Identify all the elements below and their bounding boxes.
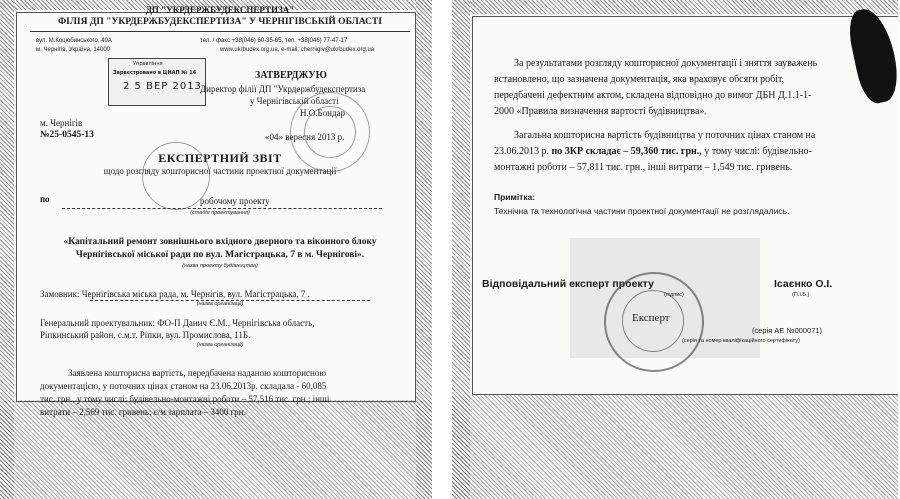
registration-stamp (108, 58, 206, 106)
document-number: №25-0545-13 (40, 130, 94, 140)
designer-caption: (назва організації) (196, 342, 244, 348)
project-name-line-2: Чернігівської міської ради по вул. Магістрацька, 7 в м. Чернігові». (75, 250, 365, 260)
project-kind: робочому проекту (200, 196, 270, 206)
reg-stamp-line-2: Зареєстровано в ЦНАП № 14 (113, 70, 197, 76)
reg-stamp-line-1: Управління (133, 61, 163, 67)
address-line-1: вул. М.Коцюбинського, 49А (36, 38, 112, 44)
cost-line-3: тис. грн., у тому числі: будівельно-монтажні роботи – 57,516 тис. грн.; інші (40, 394, 330, 404)
para1-line-4: 2000 «Правила визначення вартості будівництва». (494, 106, 707, 117)
project-kind-line (62, 208, 382, 209)
para2-date: 23.06.2013 р. (494, 146, 552, 157)
designer-line-1: Генеральний проектувальник: ФО-П Данич Є.М., Чернігівська область, (40, 318, 315, 328)
address-phone: тел. / факс +38(046) 60-35-65, тел. +38(046) 77-47-17 (200, 38, 348, 44)
document-subtitle: щодо розгляду кошторисної частини проектної документації (103, 166, 337, 176)
note-title: Примітка: (494, 192, 536, 202)
cost-line-1: Заявлена кошторисна вартість, передбачена наданою кошторисною (68, 368, 327, 378)
project-name-line-1: «Капітальний ремонт зовнішнього вхідного дверного та віконного блоку (63, 237, 377, 247)
ornamental-border-top (452, 0, 898, 14)
expert-seal-text: Експерт (632, 312, 670, 324)
po-label: по (40, 194, 50, 204)
right-document-page (452, 0, 898, 499)
customer-caption: (назва організації) (196, 301, 244, 307)
reg-stamp-date: 2 5 ВЕР 2013 (123, 81, 202, 92)
designer-line-2: Ріпкинський район, с.м.т. Ріпки, вул. Промислова, 11Б. (40, 330, 251, 340)
certificate-series: (серія АЕ №000071) (752, 326, 823, 335)
para1-line-2: встановлено, що зазначена документація, яка враховує обсяги робіт, (494, 74, 785, 85)
total-cost: по 3КР складає – 59,360 тис. грн., (551, 146, 702, 157)
header-rule (30, 31, 410, 32)
para2-line-1: Загальна кошторисна вартість будівництва у поточних цінах станом на (514, 130, 816, 141)
header-top: ДП "УКРДЕРЖБУДЕКСПЕРТИЗА" (145, 5, 295, 15)
signer-name: Ісаєнко О.І. (774, 278, 833, 290)
para2-line-2 (494, 146, 812, 157)
ornamental-border-bottom (452, 395, 898, 499)
para1-line-1: За результатами розгляду кошторисної документації і зняття зауважень (514, 58, 818, 69)
header-main: ФІЛІЯ ДП "УКРДЕРЖБУДЕКСПЕРТИЗА" У ЧЕРНІГІВСЬКІЙ ОБЛАСТІ (58, 17, 382, 27)
stage-caption: (стадія проектування) (190, 210, 250, 216)
address-email: www.ukrbudex.org.ua, e-mail: chernigiv@ukrbudex.org.ua (220, 47, 375, 53)
approve-line-1: Директор філії ДП "Укрдержбудекспертиза (200, 84, 366, 94)
city: м. Чернігів (40, 118, 83, 128)
document-date: «04» вересня 2013 р. (265, 132, 345, 142)
cost-line-2: документацією, у поточних цінах станом на 23.06.2013р. складала - 60,085 (40, 381, 327, 391)
document-title: ЕКСПЕРТНИЙ ЗВІТ (158, 151, 282, 165)
approve-line-2: у Чернігівській області (250, 96, 339, 106)
para2-line-3: монтажні роботи – 57,811 тис. грн., інші витрати – 1,549 тис. гривень. (494, 162, 793, 173)
customer: Замовник: Чернігівська міська рада, м. Чернігів, вул. Магістрацька, 7 . (40, 289, 310, 299)
approve-line-3: Н.О.Бондар (300, 108, 346, 118)
address-line-2: м. Чернігів, Україна, 14000 (36, 47, 110, 53)
para1-line-3: передбачені дефектним актом, складена відповідно до вимог ДБН Д.1.1-1- (494, 90, 812, 101)
approve-title: ЗАТВЕРДЖУЮ (255, 70, 327, 81)
sign-caption: (підпис) (664, 292, 684, 298)
signer-label: Відповідальний експерт проекту (482, 278, 654, 290)
note-text: Технічна та технологічна частини проектної документації не розглядались. (494, 206, 790, 216)
certificate-caption: (серія та номер кваліфікаційного сертифікату) (682, 338, 800, 344)
para2-tail: у тому числі: будівельно- (701, 146, 812, 157)
project-name-caption: (назва проекту будівництва) (182, 263, 258, 269)
cost-line-4: витрати – 2,569 тис. гривень; с/м зарплата – 3400 грн. (40, 407, 246, 417)
left-document-page (0, 0, 432, 499)
name-caption: (П.І.Б.) (792, 292, 810, 298)
